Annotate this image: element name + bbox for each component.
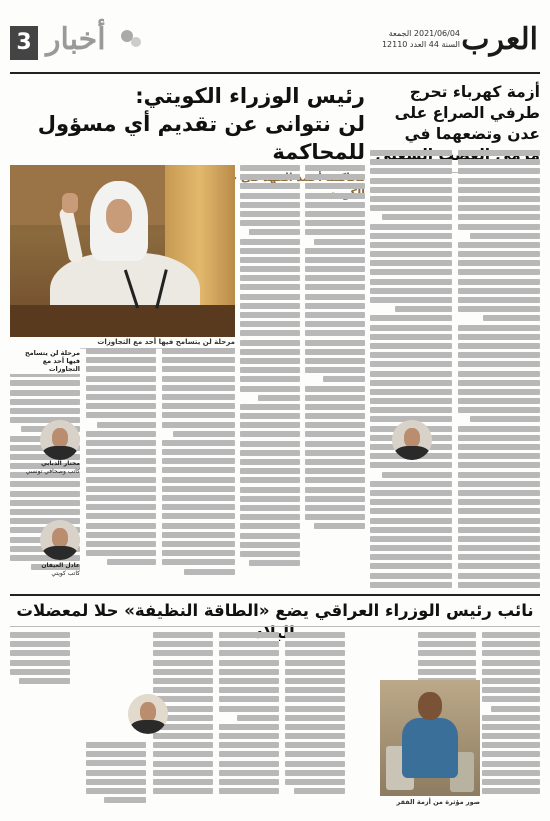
section-name: أخبار: [46, 22, 106, 57]
issue-number: السنة 44 العدد 12110: [381, 40, 460, 49]
divider: [10, 626, 540, 627]
bottom-story-headline[interactable]: نائب رئيس الوزراء العراقي يضع «الطاقة النظيفة» حلا لمعضلات: [16, 601, 534, 620]
author-role: كاتب وصحافي تونسي: [25, 468, 80, 475]
issue-date: 2021/06/04 الجمعة: [388, 29, 460, 38]
box-story-headline[interactable]: مرحلة لن يتسامح فيها أحد مع التجاوزات: [10, 348, 80, 374]
bottom-story-column-6: [10, 632, 70, 692]
lead-story-column-1: [305, 165, 365, 590]
side-story-headline-text: أزمة كهرباء تحرج طرفي الصراع على عدن وتضعهما في: [394, 83, 540, 143]
page-number: 3: [10, 26, 38, 60]
side-story-column-1: [458, 150, 540, 590]
author-name: مختار الدبابي: [41, 460, 80, 467]
section-decoration-icon: [120, 28, 142, 50]
lead-story-column-3: [162, 348, 235, 590]
author-photo: [392, 420, 432, 460]
lead-photo: [10, 165, 235, 337]
lead-headline-line1: رئيس الوزراء الكويتي:: [135, 84, 365, 108]
section-marker: [10, 20, 150, 66]
bottom-photo: [380, 680, 480, 796]
side-story-column-2: [370, 150, 452, 590]
bottom-story-column-7: [86, 742, 146, 812]
bottom-photo-caption: صور مؤثرة من أزمة الفقر: [396, 798, 480, 806]
section-divider: [10, 594, 540, 596]
author-name: عادل العيفان: [41, 562, 80, 569]
bottom-story-column-3: [285, 632, 345, 812]
masthead: [10, 18, 540, 74]
author-photo: [40, 520, 80, 560]
author-photo: [40, 420, 80, 460]
bottom-story-column-4: [219, 632, 279, 812]
author-byline-2: [10, 562, 80, 578]
issue-info: [382, 28, 460, 50]
author-byline-1: [10, 460, 80, 476]
newspaper-logo: العرب: [461, 22, 538, 57]
lead-story-column-2: [240, 165, 300, 590]
lead-headline-line2: لن نتوانى عن تقديم أي مسؤول للمحاكمة: [37, 112, 365, 164]
author-photo: [128, 694, 168, 734]
lead-story-column-4: [86, 348, 156, 590]
lead-photo-caption: مرحلة لن يتسامح فيها أحد مع التجاوزات: [10, 338, 235, 349]
bottom-story-column-1: [482, 632, 540, 812]
author-role: كاتب كويتي: [51, 570, 80, 577]
